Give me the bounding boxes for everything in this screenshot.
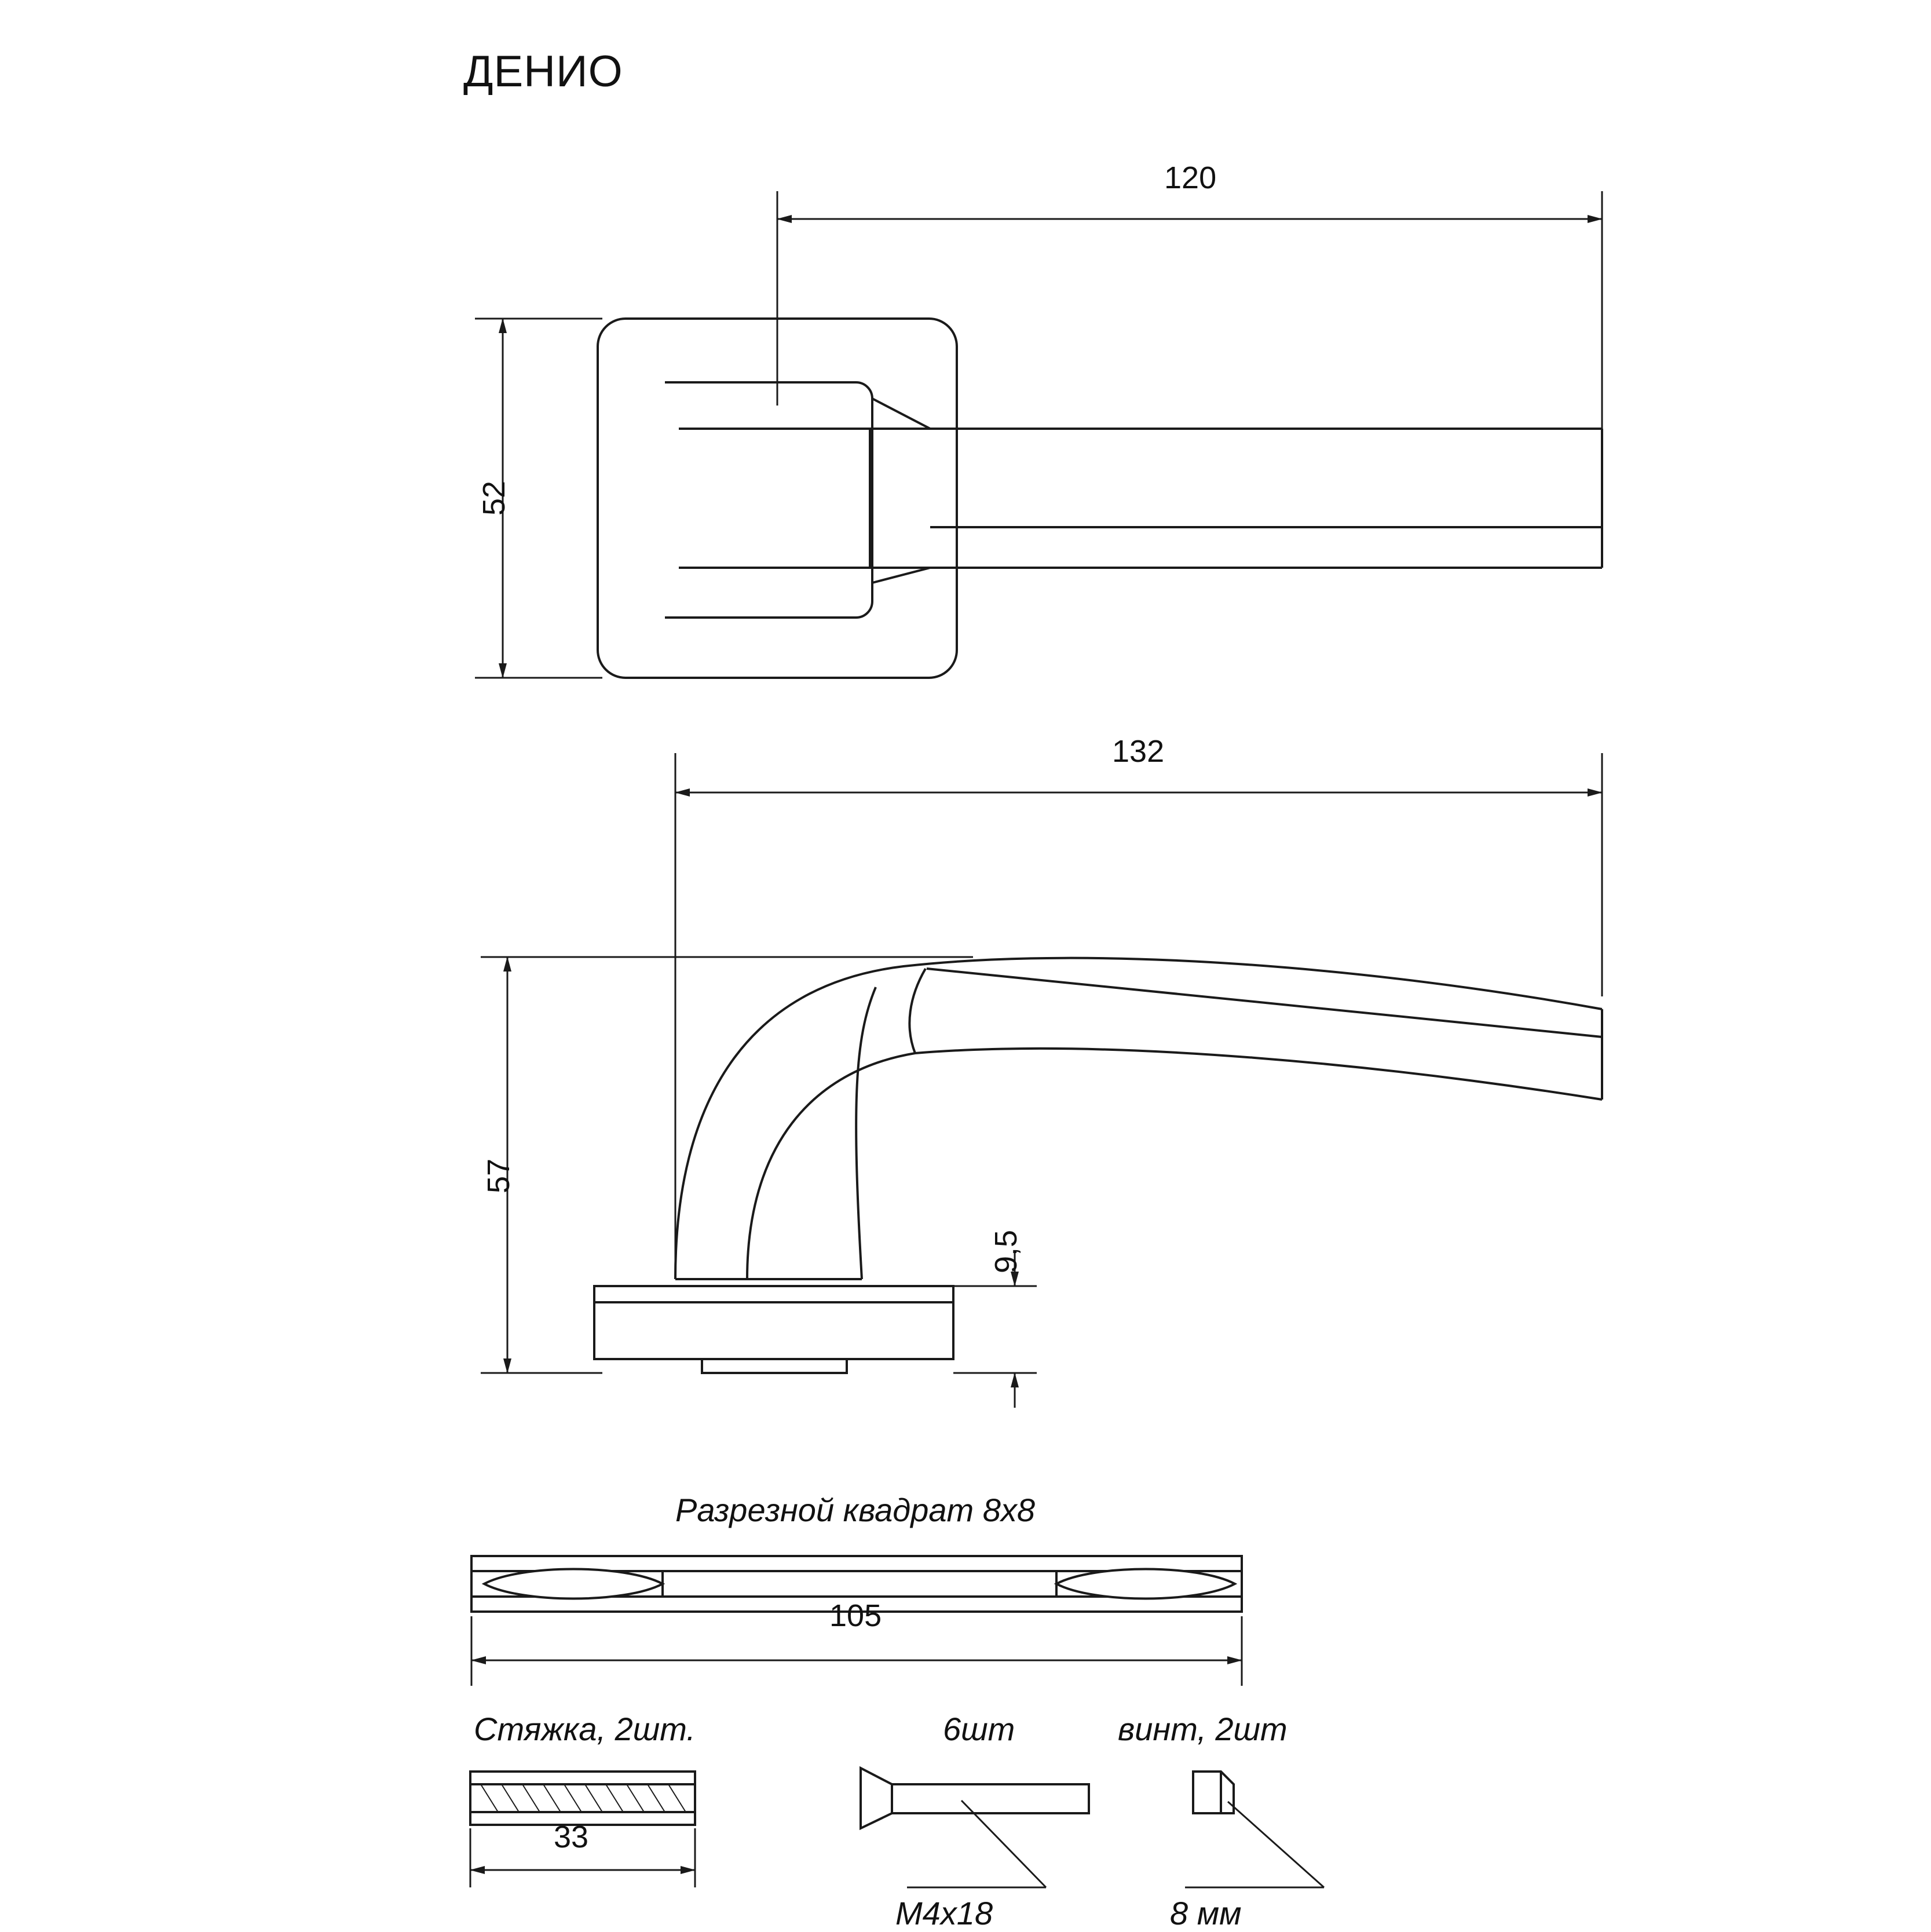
part-caption-pin: винт, 2шт [1118, 1711, 1288, 1747]
top-view-geometry [598, 319, 1602, 678]
part-caption-screw-count: 6шт [943, 1711, 1015, 1747]
dimension-label-57: 57 [481, 1158, 516, 1193]
part-bolt-sleeve-geometry [470, 1772, 695, 1825]
page-title: ДЕНИО [463, 47, 623, 96]
side-view-geometry [594, 958, 1602, 1373]
leader-8mm [1185, 1802, 1324, 1887]
dimension-132 [675, 753, 1602, 1269]
part-caption-sleeve: Стяжка, 2шт. [474, 1711, 696, 1747]
part-label-8mm: 8 мм [1170, 1895, 1242, 1931]
dimension-label-33: 33 [554, 1820, 589, 1854]
part-label-m4x18: M4x18 [895, 1895, 993, 1931]
dimension-label-105: 105 [829, 1598, 882, 1633]
dimension-9-5 [953, 1251, 1037, 1408]
dimension-label-132: 132 [1112, 734, 1165, 769]
dimension-label-52: 52 [477, 480, 511, 516]
part-pin-geometry [1193, 1772, 1234, 1813]
spindle-caption: Разрезной квадрат 8х8 [675, 1492, 1035, 1528]
dimension-label-9-5: 9,5 [989, 1229, 1023, 1273]
dimension-label-120: 120 [1164, 160, 1217, 195]
part-screw-geometry [861, 1768, 1089, 1828]
